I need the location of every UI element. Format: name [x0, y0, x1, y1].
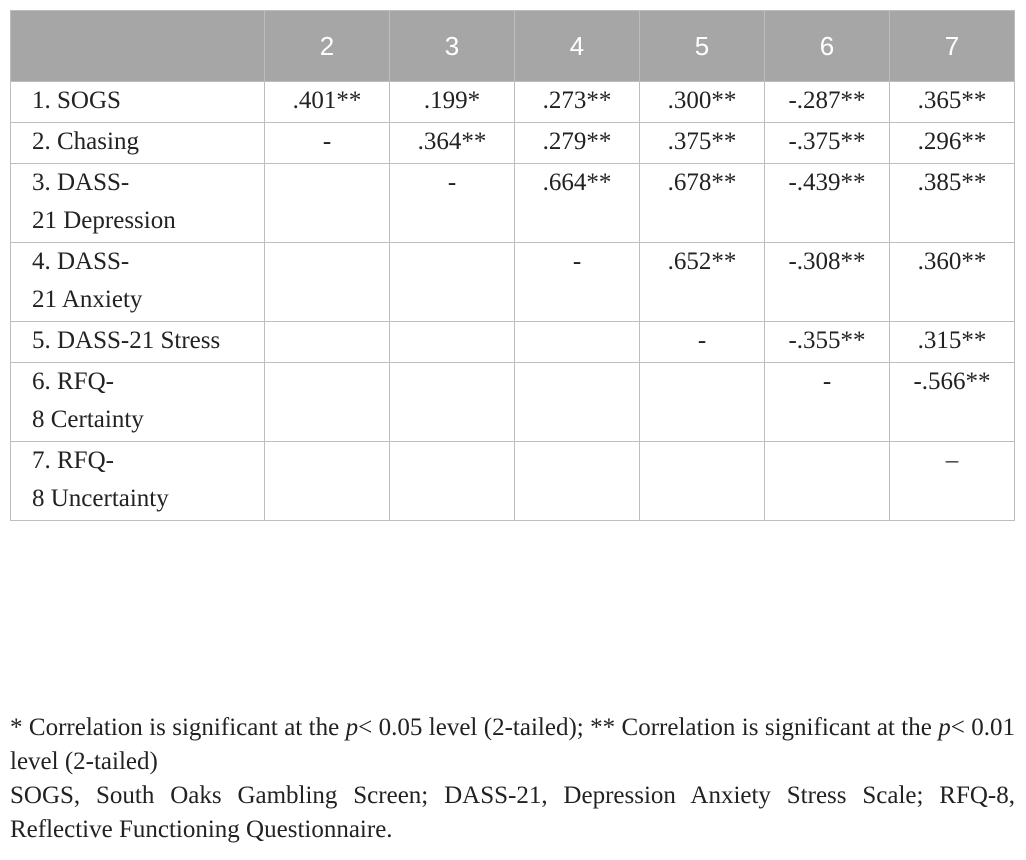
table-cell: .364**: [390, 123, 515, 164]
table-cell: .300**: [640, 82, 765, 123]
table-cell: [265, 363, 390, 442]
table-cell: -.308**: [765, 243, 890, 322]
correlation-table: [10, 10, 1015, 521]
significance-note-part: * Correlation is significant at the: [10, 714, 346, 741]
significance-note-part: < 0.01 level (2-tailed): [10, 714, 1015, 775]
row-label: [11, 322, 265, 363]
abbreviations-note: SOGS, South Oaks Gambling Screen; DASS-21, Depression Anxiety Stress Scale; RFQ-8, Reflective Functioning Questionnaire.: [10, 782, 1015, 843]
table-cell: [265, 164, 390, 243]
table-cell: [515, 322, 640, 363]
table-cell: .365**: [890, 82, 1015, 123]
p-symbol: p: [938, 714, 951, 741]
row-label-line: 3. DASS-: [32, 169, 130, 196]
row-label-line: 7. RFQ-: [32, 447, 114, 474]
header-cell-6: 6: [765, 11, 890, 82]
table-cell: -: [265, 123, 390, 164]
table-cell: [640, 363, 765, 442]
table-cell: -.355**: [765, 322, 890, 363]
row-label-line: 1. SOGS: [32, 87, 121, 114]
table-cell: .279**: [515, 123, 640, 164]
table-row: [11, 82, 1015, 123]
table-cell: -.375**: [765, 123, 890, 164]
significance-note: [10, 711, 1015, 779]
table-row: [11, 322, 1015, 363]
table-cell: -.566**: [890, 363, 1015, 442]
row-label: [11, 363, 265, 442]
table-cell: [390, 322, 515, 363]
table-cell: .375**: [640, 123, 765, 164]
table-cell: -: [390, 164, 515, 243]
header-cell-3: 3: [390, 11, 515, 82]
table-row: [11, 363, 1015, 442]
table-cell: -.287**: [765, 82, 890, 123]
table-row: [11, 164, 1015, 243]
table-footnotes: [10, 711, 1015, 847]
significance-note-part: < 0.05 level (2-tailed); ** Correlation is significant at the: [358, 714, 939, 741]
row-label-line: 21 Depression: [32, 207, 176, 234]
header-row: [11, 11, 1015, 82]
header-cell-2: 2: [265, 11, 390, 82]
table-cell: .315**: [890, 322, 1015, 363]
row-label-line: 6. RFQ-: [32, 368, 114, 395]
row-label-line: 21 Anxiety: [32, 286, 143, 313]
row-label: [11, 164, 265, 243]
table-cell: -.439**: [765, 164, 890, 243]
table-cell: .360**: [890, 243, 1015, 322]
row-label-line: 8 Certainty: [32, 406, 144, 433]
table-cell: -: [765, 363, 890, 442]
header-cell-blank: [11, 11, 265, 82]
table-cell: [515, 363, 640, 442]
table-cell: -: [640, 322, 765, 363]
header-cell-7: 7: [890, 11, 1015, 82]
table-cell: -: [515, 243, 640, 322]
table-cell: .652**: [640, 243, 765, 322]
table-row: [11, 442, 1015, 521]
table-cell: .273**: [515, 82, 640, 123]
table-cell: [390, 243, 515, 322]
table-cell: .664**: [515, 164, 640, 243]
row-label-line: 4. DASS-: [32, 248, 130, 275]
table-cell: [765, 442, 890, 521]
table-cell: [390, 442, 515, 521]
table-cell: .678**: [640, 164, 765, 243]
table-row: [11, 123, 1015, 164]
header-cell-5: 5: [640, 11, 765, 82]
table-cell: [515, 442, 640, 521]
table-cell: [390, 363, 515, 442]
table-cell: [265, 322, 390, 363]
table-row: [11, 243, 1015, 322]
table-cell: [265, 442, 390, 521]
table-cell: .385**: [890, 164, 1015, 243]
row-label: [11, 82, 265, 123]
table-cell: .199*: [390, 82, 515, 123]
table-cell: .296**: [890, 123, 1015, 164]
row-label: [11, 123, 265, 164]
row-label-line: 8 Uncertainty: [32, 485, 169, 512]
row-label-line: 2. Chasing: [32, 128, 139, 155]
row-label: [11, 442, 265, 521]
row-label-line: 5. DASS-21 Stress: [32, 327, 221, 354]
row-label: [11, 243, 265, 322]
header-cell-4: 4: [515, 11, 640, 82]
table-cell: .401**: [265, 82, 390, 123]
table-cell: –: [890, 442, 1015, 521]
p-symbol: p: [345, 714, 359, 741]
table-cell: [265, 243, 390, 322]
correlation-table-container: [10, 10, 1015, 521]
table-cell: [640, 442, 765, 521]
